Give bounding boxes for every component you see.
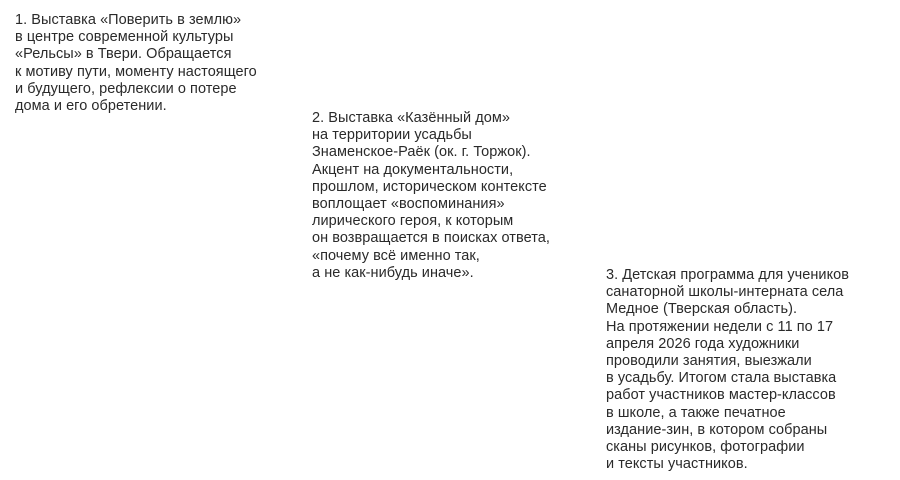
text-line: в усадьбу. Итогом стала выставка: [606, 370, 837, 387]
text-line: а не как-нибудь иначе».: [312, 264, 474, 281]
text-line: санаторной школы-интерната села: [606, 284, 844, 301]
exhibition-kazenny-dom-paragraph: [312, 110, 550, 282]
text-line: в центре современной культуры: [15, 29, 234, 46]
text-line: издание-зин, в котором собраны: [606, 421, 828, 438]
text-line: сканы рисунков, фотографии: [606, 439, 805, 456]
children-program-paragraph: [606, 267, 849, 473]
exhibition-rails-paragraph: [15, 12, 257, 115]
text-line: воплощает «воспоминания»: [312, 196, 505, 213]
text-line: «Рельсы» в Твери. Обращается: [15, 46, 232, 63]
text-line: и будущего, рефлексии о потере: [15, 80, 237, 97]
text-line: Медное (Тверская область).: [606, 301, 798, 318]
text-line: На протяжении недели с 11 по 17: [606, 318, 834, 335]
text-line: к мотиву пути, моменту настоящего: [15, 63, 257, 80]
text-line: в школе, а также печатное: [606, 404, 786, 421]
text-line: проводили занятия, выезжали: [606, 353, 812, 370]
text-line: работ участников мастер-классов: [606, 387, 836, 404]
text-line: апреля 2026 года художники: [606, 335, 800, 352]
text-line: Знаменское-Раёк (ок. г. Торжок).: [312, 144, 531, 161]
text-line: на территории усадьбы: [312, 127, 472, 144]
text-line: прошлом, историческом контексте: [312, 178, 547, 195]
text-line: «почему всё именно так,: [312, 247, 480, 264]
text-line: Акцент на документальности,: [312, 161, 514, 178]
text-line: дома и его обретении.: [15, 98, 167, 115]
text-line: и тексты участников.: [606, 456, 748, 473]
text-line: 3. Детская программа для учеников: [606, 267, 849, 283]
text-line: он возвращается в поисках ответа,: [312, 230, 550, 247]
text-line: лирического героя, к которым: [312, 213, 514, 230]
text-line: 2. Выставка «Казённый дом»: [312, 110, 511, 126]
text-line: 1. Выставка «Поверить в землю»: [15, 12, 242, 28]
